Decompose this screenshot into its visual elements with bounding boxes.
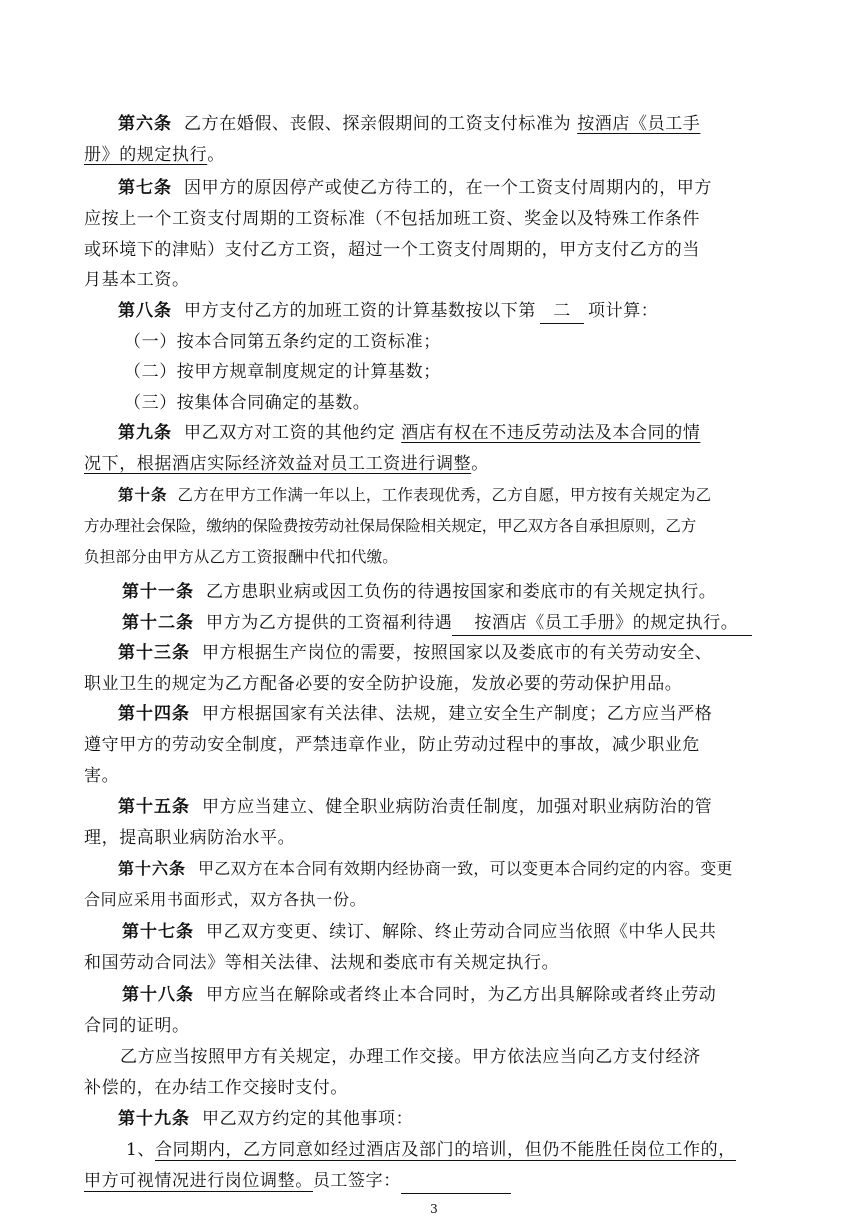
article-8-option-2: （二）按甲方规章制度规定的计算基数； [124,362,441,382]
article-18-line-1 [122,983,716,1007]
article-heading: 第十二条 [122,613,194,633]
filled-blank: 二 [540,299,584,324]
article-9-line-1 [118,421,700,445]
article-7-line-2: 应按上一个工资支付周期的工资标准（不包括加班工资、奖金以及特殊工作条件 [84,209,700,229]
article-11-line-1 [122,580,716,604]
filled-blank: 酒店有权在不违反劳动法及本合同的情 [401,423,701,443]
article-heading: 第十五条 [118,797,190,817]
filled-blank: 按酒店《员工手册》的规定执行。 [452,611,752,636]
article-heading: 第十一条 [122,582,194,602]
article-text: 甲乙双方对工资的其他约定 [184,423,396,443]
article-12-line-1 [122,611,752,636]
article-text: 乙方在婚假、丧假、探亲假期间的工资支付标准为 [184,114,572,134]
article-heading: 第六条 [118,114,172,134]
page-number: 3 [430,1202,438,1216]
article-heading: 第十三条 [118,643,190,663]
filled-blank: 按酒店《员工手 [577,114,701,134]
article-18-para2-line-1: 乙方应当按照甲方有关规定，办理工作交接。甲方依法应当向乙方支付经济 [120,1047,701,1067]
filled-blank: 况下，根据酒店实际经济效益对员工工资进行调整 [84,454,472,474]
article-heading: 第十条 [118,485,168,504]
article-text: 甲方根据国家有关法律、法规，建立安全生产制度；乙方应当严格 [202,704,713,724]
article-text: 甲方为乙方提供的工资福利待遇 [206,613,453,633]
article-text: 甲乙双方在本合同有效期内经协商一致，可以变更本合同约定的内容。变更 [198,859,733,878]
article-10-line-1 [118,483,711,507]
article-14-line-1 [118,702,712,726]
article-7-line-1 [118,176,712,200]
article-text: 甲乙双方约定的其他事项： [202,1109,414,1129]
signature-label: 员工签字： [312,1171,401,1191]
article-18-para2-line-2: 补偿的，在办结工作交接时支付。 [84,1078,348,1098]
article-15-line-1 [118,795,712,819]
article-13-line-1 [118,641,712,665]
article-8-line-1 [118,299,658,324]
article-heading: 第八条 [118,301,172,321]
filled-blank: 合同期内，乙方同意如经过酒店及部门的培训，但仍不能胜任岗位工作的， [155,1140,736,1160]
article-text: 甲方应当在解除或者终止本合同时，为乙方出具解除或者终止劳动 [206,985,717,1005]
article-16-line-2: 合同应采用书面形式，双方各执一份。 [84,890,367,909]
article-text: 项计算： [588,301,659,321]
article-text: 。 [207,145,225,165]
article-heading: 第十九条 [118,1109,190,1129]
article-17-line-2: 和国劳动合同法》等相关法律、法规和娄底市有关规定执行。 [84,953,560,973]
article-text: 乙方患职业病或因工负伤的待遇按国家和娄底市的有关规定执行。 [206,582,717,602]
article-8-option-3: （三）按集体合同确定的基数。 [124,393,371,413]
article-heading: 第十七条 [122,922,194,942]
article-text: 甲方支付乙方的加班工资的计算基数按以下第 [184,301,536,321]
article-13-line-2: 职业卫生的规定为乙方配备必要的安全防护设施，发放必要的劳动保护用品。 [84,674,683,694]
article-19-item-1-line-1 [126,1138,736,1162]
article-18-line-2: 合同的证明。 [84,1016,190,1036]
article-19-item-1-line-2 [84,1169,511,1194]
article-6-line-1 [118,112,700,136]
article-heading: 第九条 [118,423,172,443]
filled-blank: 甲方可视情况进行岗位调整。 [84,1171,313,1191]
article-7-line-4: 月基本工资。 [84,270,190,290]
article-19-line-1 [118,1107,413,1131]
article-text: 甲方根据生产岗位的需要，按照国家以及娄底市的有关劳动安全、 [202,643,713,663]
article-text: 甲乙双方变更、续订、解除、终止劳动合同应当依照《中华人民共 [206,922,717,942]
article-text: 乙方在甲方工作满一年以上，工作表现优秀，乙方自愿，甲方按有关规定为乙 [177,486,712,504]
article-8-option-1: （一）按本合同第五条约定的工资标准； [124,332,441,352]
article-9-line-2 [84,452,489,476]
article-14-line-3: 害。 [84,766,120,786]
article-7-line-3: 或环境下的津贴）支付乙方工资，超过一个工资支付周期的，甲方支付乙方的当 [84,240,700,260]
article-16-line-1 [118,857,733,881]
article-heading: 第十六条 [118,859,187,878]
filled-blank: 册》的规定执行 [84,145,208,165]
article-10-line-2: 方办理社会保险，缴纳的保险费按劳动社保局保险相关规定，甲乙双方各自承担原则，乙方 [84,517,697,535]
article-heading: 第十四条 [118,704,190,724]
article-14-line-2: 遵守甲方的劳动安全制度，严禁违章作业，防止劳动过程中的事故，减少职业危 [84,735,700,755]
article-10-line-3: 负担部分由甲方从乙方工资报酬中代扣代缴。 [84,548,399,566]
article-17-line-1 [122,920,716,944]
article-heading: 第七条 [118,178,172,198]
article-text: 。 [471,454,489,474]
article-heading: 第十八条 [122,985,194,1005]
signature-blank [401,1173,511,1194]
article-text: 甲方应当建立、健全职业病防治责任制度，加强对职业病防治的管 [202,797,713,817]
article-15-line-2: 理，提高职业病防治水平。 [84,828,296,848]
item-number: 1、 [126,1140,156,1160]
article-6-line-2 [84,143,225,167]
article-text: 因甲方的原因停产或使乙方待工的，在一个工资支付周期内的，甲方 [184,178,712,198]
